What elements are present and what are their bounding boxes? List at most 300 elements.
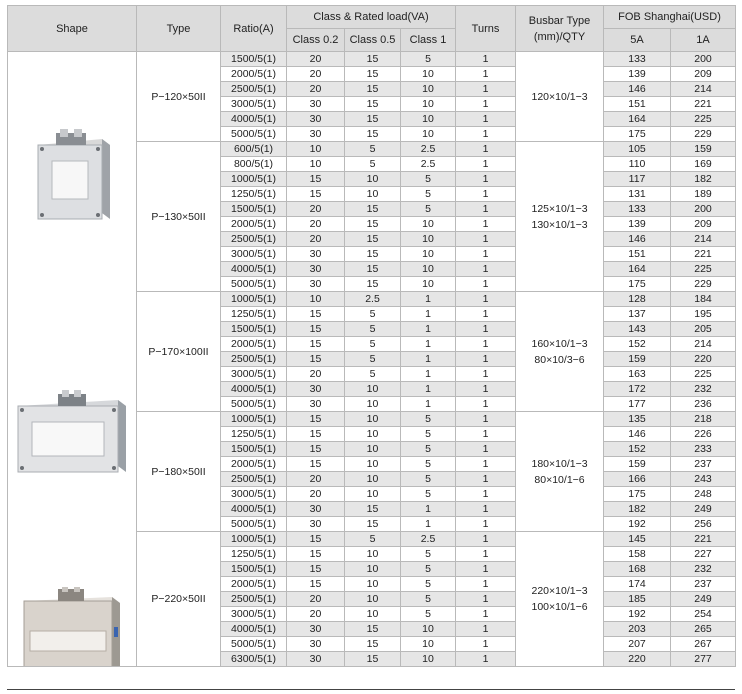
header-fob: FOB Shanghai(USD) xyxy=(604,6,736,29)
current-transformer-photo-2 xyxy=(14,390,130,476)
price-5a-cell: 192 xyxy=(604,517,671,532)
load-cell-c02: 30 xyxy=(287,247,345,262)
price-1a-cell: 229 xyxy=(671,277,736,292)
header-class-group: Class & Rated load(VA) xyxy=(287,6,456,29)
price-1a-cell: 169 xyxy=(671,157,736,172)
load-cell-c1: 5 xyxy=(401,472,456,487)
header-busbar-line1: Busbar Type xyxy=(528,14,591,27)
load-cell-c02: 10 xyxy=(287,292,345,307)
ratio-cell: 4000/5(1) xyxy=(221,112,287,127)
price-5a-cell: 163 xyxy=(604,367,671,382)
load-cell-c1: 5 xyxy=(401,172,456,187)
load-cell-c1: 1 xyxy=(401,337,456,352)
price-5a-cell: 175 xyxy=(604,487,671,502)
load-cell-c1: 10 xyxy=(401,622,456,637)
type-cell: P−170×100II xyxy=(137,292,221,412)
current-transformer-photo-3 xyxy=(18,587,126,667)
turns-cell: 1 xyxy=(456,202,516,217)
ratio-cell: 2500/5(1) xyxy=(221,472,287,487)
price-5a-cell: 220 xyxy=(604,652,671,667)
load-cell-c05: 15 xyxy=(345,82,401,97)
price-5a-cell: 146 xyxy=(604,82,671,97)
bottom-rule xyxy=(7,689,735,690)
price-5a-cell: 105 xyxy=(604,142,671,157)
price-1a-cell: 214 xyxy=(671,82,736,97)
turns-cell: 1 xyxy=(456,277,516,292)
load-cell-c1: 1 xyxy=(401,307,456,322)
ratio-cell: 4000/5(1) xyxy=(221,382,287,397)
ratio-cell: 2500/5(1) xyxy=(221,82,287,97)
load-cell-c02: 20 xyxy=(287,202,345,217)
price-1a-cell: 200 xyxy=(671,202,736,217)
price-1a-cell: 249 xyxy=(671,592,736,607)
price-1a-cell: 236 xyxy=(671,397,736,412)
turns-cell: 1 xyxy=(456,112,516,127)
ratio-cell: 2500/5(1) xyxy=(221,232,287,247)
load-cell-c05: 15 xyxy=(345,97,401,112)
load-cell-c05: 15 xyxy=(345,52,401,67)
load-cell-c02: 30 xyxy=(287,502,345,517)
price-1a-cell: 227 xyxy=(671,547,736,562)
turns-cell: 1 xyxy=(456,82,516,97)
load-cell-c05: 15 xyxy=(345,247,401,262)
load-cell-c05: 10 xyxy=(345,487,401,502)
turns-cell: 1 xyxy=(456,607,516,622)
price-5a-cell: 158 xyxy=(604,547,671,562)
turns-cell: 1 xyxy=(456,247,516,262)
load-cell-c02: 15 xyxy=(287,562,345,577)
load-cell-c05: 15 xyxy=(345,217,401,232)
load-cell-c1: 1 xyxy=(401,322,456,337)
turns-cell: 1 xyxy=(456,367,516,382)
type-cell: P−180×50II xyxy=(137,412,221,532)
load-cell-c02: 15 xyxy=(287,187,345,202)
turns-cell: 1 xyxy=(456,97,516,112)
price-1a-cell: 248 xyxy=(671,487,736,502)
load-cell-c02: 15 xyxy=(287,337,345,352)
load-cell-c05: 15 xyxy=(345,502,401,517)
turns-cell: 1 xyxy=(456,307,516,322)
ratio-cell: 3000/5(1) xyxy=(221,487,287,502)
price-1a-cell: 189 xyxy=(671,187,736,202)
price-5a-cell: 135 xyxy=(604,412,671,427)
price-5a-cell: 151 xyxy=(604,247,671,262)
price-1a-cell: 214 xyxy=(671,232,736,247)
ratio-cell: 4000/5(1) xyxy=(221,502,287,517)
ratio-cell: 4000/5(1) xyxy=(221,262,287,277)
load-cell-c1: 5 xyxy=(401,187,456,202)
turns-cell: 1 xyxy=(456,67,516,82)
load-cell-c1: 5 xyxy=(401,562,456,577)
load-cell-c1: 10 xyxy=(401,262,456,277)
load-cell-c05: 10 xyxy=(345,457,401,472)
ratio-cell: 3000/5(1) xyxy=(221,97,287,112)
load-cell-c05: 10 xyxy=(345,187,401,202)
header-class-1: Class 1 xyxy=(401,29,456,52)
load-cell-c1: 10 xyxy=(401,82,456,97)
load-cell-c02: 10 xyxy=(287,157,345,172)
load-cell-c1: 2.5 xyxy=(401,157,456,172)
price-5a-cell: 128 xyxy=(604,292,671,307)
price-1a-cell: 256 xyxy=(671,517,736,532)
ratio-cell: 6300/5(1) xyxy=(221,652,287,667)
price-1a-cell: 267 xyxy=(671,637,736,652)
load-cell-c05: 5 xyxy=(345,307,401,322)
load-cell-c05: 15 xyxy=(345,112,401,127)
price-5a-cell: 159 xyxy=(604,457,671,472)
turns-cell: 1 xyxy=(456,622,516,637)
load-cell-c1: 1 xyxy=(401,397,456,412)
load-cell-c1: 10 xyxy=(401,112,456,127)
price-1a-cell: 195 xyxy=(671,307,736,322)
ratio-cell: 2000/5(1) xyxy=(221,217,287,232)
ratio-cell: 5000/5(1) xyxy=(221,127,287,142)
price-5a-cell: 133 xyxy=(604,52,671,67)
turns-cell: 1 xyxy=(456,352,516,367)
header-ratio: Ratio(A) xyxy=(221,6,287,52)
load-cell-c05: 10 xyxy=(345,412,401,427)
load-cell-c1: 10 xyxy=(401,127,456,142)
load-cell-c1: 5 xyxy=(401,52,456,67)
turns-cell: 1 xyxy=(456,577,516,592)
load-cell-c1: 1 xyxy=(401,517,456,532)
load-cell-c1: 1 xyxy=(401,292,456,307)
load-cell-c05: 5 xyxy=(345,352,401,367)
load-cell-c02: 30 xyxy=(287,127,345,142)
load-cell-c1: 10 xyxy=(401,67,456,82)
price-1a-cell: 237 xyxy=(671,577,736,592)
ratio-cell: 2500/5(1) xyxy=(221,592,287,607)
load-cell-c02: 15 xyxy=(287,427,345,442)
load-cell-c02: 20 xyxy=(287,367,345,382)
busbar-line: 100×10/1−6 xyxy=(531,601,588,613)
load-cell-c05: 5 xyxy=(345,142,401,157)
ratio-cell: 1000/5(1) xyxy=(221,292,287,307)
load-cell-c1: 1 xyxy=(401,367,456,382)
load-cell-c1: 2.5 xyxy=(401,142,456,157)
load-cell-c05: 15 xyxy=(345,622,401,637)
turns-cell: 1 xyxy=(456,187,516,202)
load-cell-c02: 20 xyxy=(287,217,345,232)
turns-cell: 1 xyxy=(456,517,516,532)
turns-cell: 1 xyxy=(456,292,516,307)
price-5a-cell: 172 xyxy=(604,382,671,397)
load-cell-c02: 30 xyxy=(287,622,345,637)
load-cell-c02: 30 xyxy=(287,97,345,112)
busbar-line: 80×10/3−6 xyxy=(534,353,585,366)
price-1a-cell: 209 xyxy=(671,67,736,82)
turns-cell: 1 xyxy=(456,412,516,427)
header-class-02: Class 0.2 xyxy=(287,29,345,52)
price-5a-cell: 175 xyxy=(604,277,671,292)
turns-cell: 1 xyxy=(456,502,516,517)
price-1a-cell: 220 xyxy=(671,352,736,367)
busbar-line: 160×10/1−3 xyxy=(531,337,588,350)
turns-cell: 1 xyxy=(456,52,516,67)
turns-cell: 1 xyxy=(456,172,516,187)
load-cell-c1: 5 xyxy=(401,592,456,607)
ratio-cell: 2000/5(1) xyxy=(221,577,287,592)
ratio-cell: 4000/5(1) xyxy=(221,622,287,637)
ratio-cell: 2000/5(1) xyxy=(221,337,287,352)
ratio-cell: 5000/5(1) xyxy=(221,277,287,292)
load-cell-c1: 5 xyxy=(401,457,456,472)
type-cell: P−220×50II xyxy=(137,532,221,667)
load-cell-c1: 1 xyxy=(401,502,456,517)
load-cell-c02: 30 xyxy=(287,112,345,127)
load-cell-c05: 10 xyxy=(345,427,401,442)
load-cell-c05: 5 xyxy=(345,157,401,172)
header-busbar xyxy=(516,6,604,52)
price-1a-cell: 209 xyxy=(671,217,736,232)
price-1a-cell: 225 xyxy=(671,112,736,127)
turns-cell: 1 xyxy=(456,532,516,547)
price-5a-cell: 207 xyxy=(604,637,671,652)
price-5a-cell: 166 xyxy=(604,472,671,487)
type-cell: P−120×50II xyxy=(137,52,221,142)
load-cell-c05: 10 xyxy=(345,442,401,457)
price-5a-cell: 146 xyxy=(604,232,671,247)
load-cell-c02: 20 xyxy=(287,607,345,622)
load-cell-c02: 15 xyxy=(287,547,345,562)
load-cell-c02: 20 xyxy=(287,67,345,82)
price-5a-cell: 185 xyxy=(604,592,671,607)
busbar-line: 80×10/1−6 xyxy=(534,473,585,486)
ratio-cell: 800/5(1) xyxy=(221,157,287,172)
price-5a-cell: 133 xyxy=(604,202,671,217)
load-cell-c1: 10 xyxy=(401,232,456,247)
load-cell-c1: 2.5 xyxy=(401,532,456,547)
busbar-cell xyxy=(516,532,604,667)
price-5a-cell: 151 xyxy=(604,97,671,112)
load-cell-c05: 10 xyxy=(345,577,401,592)
load-cell-c05: 5 xyxy=(345,532,401,547)
price-1a-cell: 221 xyxy=(671,532,736,547)
turns-cell: 1 xyxy=(456,562,516,577)
turns-cell: 1 xyxy=(456,337,516,352)
ratio-cell: 3000/5(1) xyxy=(221,367,287,382)
header-fob-5a: 5A xyxy=(604,29,671,52)
type-cell: P−130×50II xyxy=(137,142,221,292)
ratio-cell: 1500/5(1) xyxy=(221,202,287,217)
price-5a-cell: 139 xyxy=(604,67,671,82)
turns-cell: 1 xyxy=(456,472,516,487)
price-1a-cell: 218 xyxy=(671,412,736,427)
load-cell-c02: 15 xyxy=(287,442,345,457)
ratio-cell: 1250/5(1) xyxy=(221,427,287,442)
price-1a-cell: 184 xyxy=(671,292,736,307)
price-1a-cell: 182 xyxy=(671,172,736,187)
turns-cell: 1 xyxy=(456,427,516,442)
load-cell-c02: 30 xyxy=(287,382,345,397)
price-1a-cell: 205 xyxy=(671,322,736,337)
price-1a-cell: 200 xyxy=(671,52,736,67)
busbar-line: 220×10/1−3 xyxy=(531,585,588,597)
turns-cell: 1 xyxy=(456,217,516,232)
load-cell-c1: 10 xyxy=(401,652,456,667)
price-1a-cell: 277 xyxy=(671,652,736,667)
load-cell-c02: 20 xyxy=(287,232,345,247)
load-cell-c05: 10 xyxy=(345,382,401,397)
load-cell-c05: 10 xyxy=(345,397,401,412)
busbar-cell xyxy=(516,292,604,412)
price-5a-cell: 192 xyxy=(604,607,671,622)
load-cell-c05: 10 xyxy=(345,607,401,622)
busbar-cell xyxy=(516,52,604,142)
price-5a-cell: 139 xyxy=(604,217,671,232)
load-cell-c05: 15 xyxy=(345,652,401,667)
load-cell-c05: 15 xyxy=(345,127,401,142)
load-cell-c1: 5 xyxy=(401,487,456,502)
load-cell-c1: 5 xyxy=(401,547,456,562)
ratio-cell: 3000/5(1) xyxy=(221,607,287,622)
load-cell-c1: 5 xyxy=(401,412,456,427)
price-5a-cell: 159 xyxy=(604,352,671,367)
price-5a-cell: 152 xyxy=(604,337,671,352)
price-5a-cell: 175 xyxy=(604,127,671,142)
shape-column xyxy=(8,52,137,667)
busbar-cell xyxy=(516,142,604,292)
busbar-line: 180×10/1−3 xyxy=(531,457,588,470)
load-cell-c1: 10 xyxy=(401,97,456,112)
load-cell-c05: 10 xyxy=(345,547,401,562)
price-1a-cell: 232 xyxy=(671,382,736,397)
load-cell-c1: 5 xyxy=(401,427,456,442)
price-5a-cell: 131 xyxy=(604,187,671,202)
price-5a-cell: 145 xyxy=(604,532,671,547)
price-1a-cell: 243 xyxy=(671,472,736,487)
turns-cell: 1 xyxy=(456,382,516,397)
header-class-05: Class 0.5 xyxy=(345,29,401,52)
load-cell-c02: 15 xyxy=(287,532,345,547)
busbar-line: 120×10/1−3 xyxy=(531,90,588,103)
load-cell-c05: 15 xyxy=(345,277,401,292)
turns-cell: 1 xyxy=(456,442,516,457)
price-1a-cell: 254 xyxy=(671,607,736,622)
load-cell-c1: 1 xyxy=(401,352,456,367)
load-cell-c05: 5 xyxy=(345,337,401,352)
ratio-cell: 5000/5(1) xyxy=(221,637,287,652)
load-cell-c1: 10 xyxy=(401,247,456,262)
price-5a-cell: 168 xyxy=(604,562,671,577)
load-cell-c02: 15 xyxy=(287,172,345,187)
busbar-line: 125×10/1−3 xyxy=(531,202,588,215)
ratio-cell: 1000/5(1) xyxy=(221,172,287,187)
ratio-cell: 5000/5(1) xyxy=(221,397,287,412)
turns-cell: 1 xyxy=(456,397,516,412)
load-cell-c1: 5 xyxy=(401,442,456,457)
price-1a-cell: 225 xyxy=(671,262,736,277)
load-cell-c05: 5 xyxy=(345,367,401,382)
load-cell-c02: 30 xyxy=(287,397,345,412)
turns-cell: 1 xyxy=(456,487,516,502)
turns-cell: 1 xyxy=(456,262,516,277)
turns-cell: 1 xyxy=(456,637,516,652)
price-5a-cell: 110 xyxy=(604,157,671,172)
header-shape: Shape xyxy=(8,6,137,52)
price-1a-cell: 225 xyxy=(671,367,736,382)
load-cell-c02: 15 xyxy=(287,457,345,472)
load-cell-c05: 15 xyxy=(345,67,401,82)
price-1a-cell: 265 xyxy=(671,622,736,637)
load-cell-c02: 30 xyxy=(287,277,345,292)
load-cell-c02: 20 xyxy=(287,472,345,487)
turns-cell: 1 xyxy=(456,142,516,157)
ratio-cell: 1500/5(1) xyxy=(221,322,287,337)
load-cell-c05: 15 xyxy=(345,517,401,532)
ratio-cell: 3000/5(1) xyxy=(221,247,287,262)
price-5a-cell: 117 xyxy=(604,172,671,187)
price-5a-cell: 137 xyxy=(604,307,671,322)
load-cell-c1: 5 xyxy=(401,607,456,622)
price-1a-cell: 233 xyxy=(671,442,736,457)
load-cell-c02: 15 xyxy=(287,322,345,337)
load-cell-c02: 15 xyxy=(287,412,345,427)
ratio-cell: 1000/5(1) xyxy=(221,412,287,427)
load-cell-c02: 20 xyxy=(287,487,345,502)
load-cell-c05: 10 xyxy=(345,472,401,487)
price-1a-cell: 232 xyxy=(671,562,736,577)
load-cell-c05: 10 xyxy=(345,562,401,577)
price-5a-cell: 146 xyxy=(604,427,671,442)
price-1a-cell: 221 xyxy=(671,247,736,262)
price-5a-cell: 203 xyxy=(604,622,671,637)
ratio-cell: 1500/5(1) xyxy=(221,52,287,67)
price-1a-cell: 221 xyxy=(671,97,736,112)
price-1a-cell: 214 xyxy=(671,337,736,352)
ratio-cell: 5000/5(1) xyxy=(221,517,287,532)
current-transformer-photo-1 xyxy=(30,127,114,227)
turns-cell: 1 xyxy=(456,652,516,667)
load-cell-c05: 5 xyxy=(345,322,401,337)
load-cell-c1: 10 xyxy=(401,637,456,652)
load-cell-c02: 20 xyxy=(287,592,345,607)
ratio-cell: 2500/5(1) xyxy=(221,352,287,367)
load-cell-c02: 20 xyxy=(287,82,345,97)
header-turns: Turns xyxy=(456,6,516,52)
load-cell-c05: 15 xyxy=(345,262,401,277)
load-cell-c05: 15 xyxy=(345,232,401,247)
turns-cell: 1 xyxy=(456,592,516,607)
turns-cell: 1 xyxy=(456,232,516,247)
ratio-cell: 1000/5(1) xyxy=(221,532,287,547)
load-cell-c1: 1 xyxy=(401,382,456,397)
load-cell-c05: 2.5 xyxy=(345,292,401,307)
ratio-cell: 1500/5(1) xyxy=(221,562,287,577)
load-cell-c02: 30 xyxy=(287,652,345,667)
load-cell-c02: 30 xyxy=(287,262,345,277)
ratio-cell: 600/5(1) xyxy=(221,142,287,157)
load-cell-c02: 20 xyxy=(287,52,345,67)
load-cell-c05: 10 xyxy=(345,172,401,187)
load-cell-c05: 10 xyxy=(345,592,401,607)
price-5a-cell: 152 xyxy=(604,442,671,457)
load-cell-c1: 10 xyxy=(401,217,456,232)
ratio-cell: 2000/5(1) xyxy=(221,67,287,82)
turns-cell: 1 xyxy=(456,322,516,337)
load-cell-c1: 5 xyxy=(401,202,456,217)
header-fob-1a: 1A xyxy=(671,29,736,52)
turns-cell: 1 xyxy=(456,157,516,172)
load-cell-c1: 10 xyxy=(401,277,456,292)
price-1a-cell: 159 xyxy=(671,142,736,157)
load-cell-c05: 15 xyxy=(345,637,401,652)
turns-cell: 1 xyxy=(456,127,516,142)
busbar-line: 130×10/1−3 xyxy=(531,218,588,231)
turns-cell: 1 xyxy=(456,547,516,562)
ratio-cell: 1250/5(1) xyxy=(221,187,287,202)
load-cell-c02: 30 xyxy=(287,517,345,532)
